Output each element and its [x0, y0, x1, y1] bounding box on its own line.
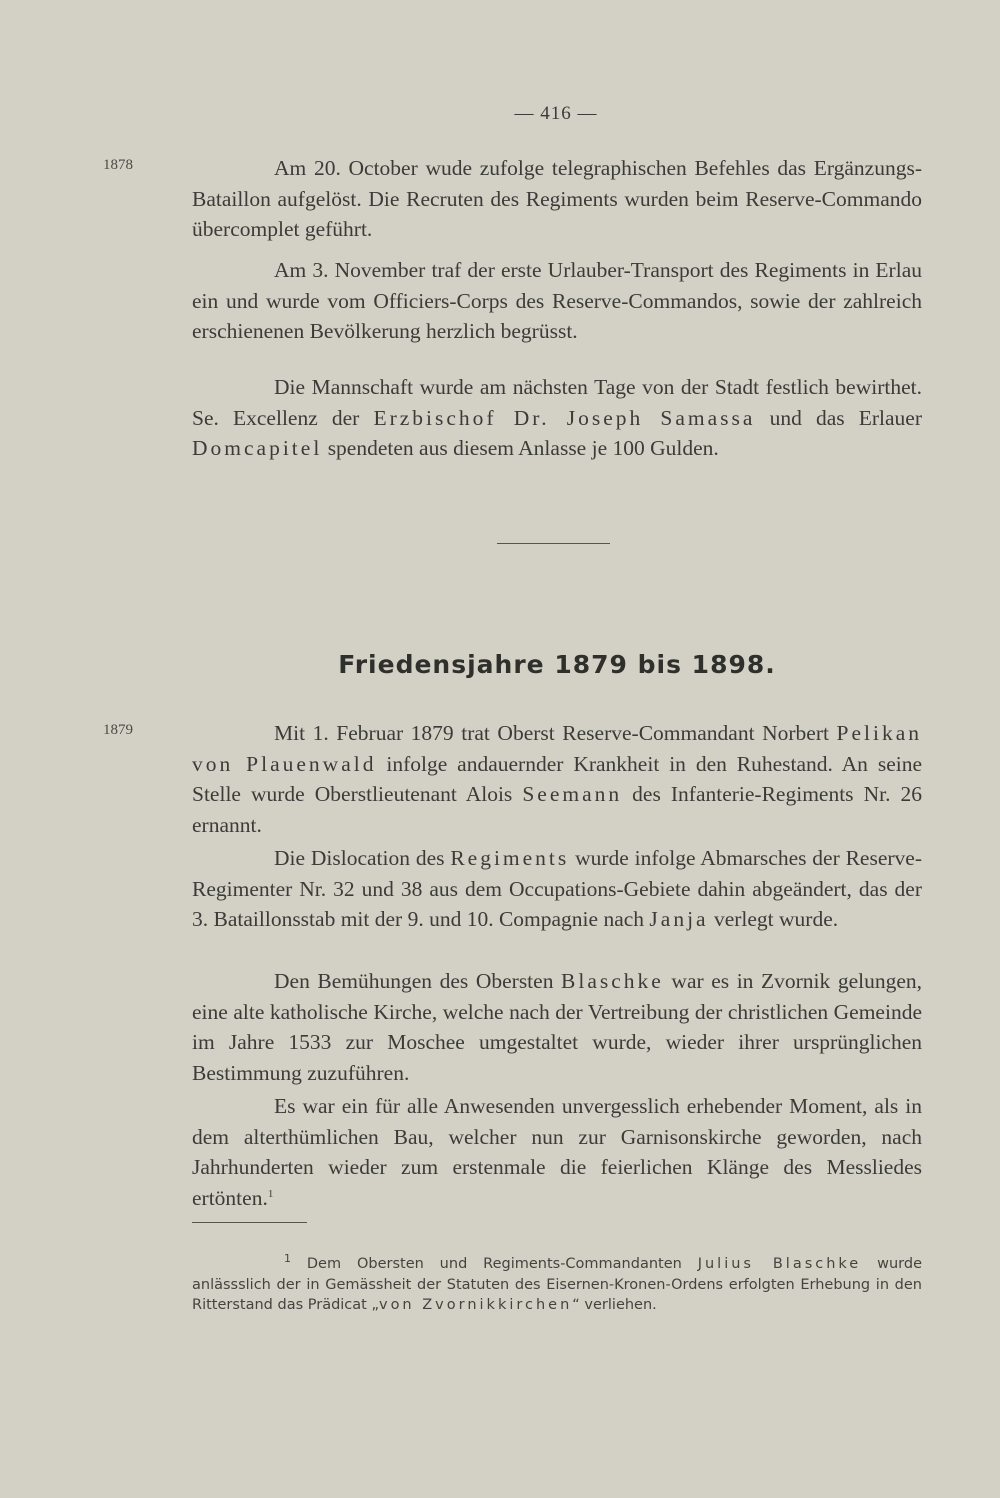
footnote-text: wurde anlässslich der in Gemässheit der Statuten des Eisernen-Kronen-Ordens erfolgten Erhebung in den Ritterstand das Prädicat „ [192, 1256, 922, 1313]
paragraph-text: Es war ein für alle Anwesenden unvergesslich erhebender Moment, als in dem alterthümlichen Bau, welcher nun zur Garnisonskirche geworden, nach Jahrhunderten wieder zum erstenmale die feierlichen Klänge des Messliedes ertönten. [192, 1094, 922, 1210]
paragraph-text: wurde infolge Abmarsches der Reserve-Regimenter Nr. 32 und 38 aus dem Occupations-Gebiete dahin abgeändert, das der 3. Bataillonsstab mit der 9. und 10. Compagnie nach [192, 846, 922, 931]
paragraph-november: Am 3. November traf der erste Urlauber-Transport des Regiments in Erlau ein und wurde vom Officiers-Corps des Reserve-Commandos, sowie der zahlreich erschienenen Bevölkerung herzlich begrüsst. [192, 258, 922, 343]
spaced-name: von Zvornikkirchen [378, 1297, 573, 1313]
footnote-text: Dem Obersten und Regiments-Commandanten [306, 1256, 698, 1272]
paragraph-text: Mit 1. Februar 1879 trat Oberst Reserve-Commandant Norbert [274, 721, 837, 745]
paragraph-text: Den Bemühungen des Obersten [274, 969, 562, 993]
spaced-name: Domcapitel [192, 436, 323, 460]
paragraph-festivity [192, 372, 922, 464]
paragraph-october: Am 20. October wude zufolge telegraphischen Befehles das Ergänzungs-Bataillon aufgelöst. Die Recruten des Regiments wurden beim Reserve-Commando übercomplet geführt. [192, 156, 922, 241]
footnote-divider [192, 1222, 307, 1223]
spaced-name: Janja [649, 907, 709, 931]
spaced-name: Seemann [522, 782, 623, 806]
spaced-name: Pelikan von Plauenwald [192, 721, 922, 776]
paragraph-text: Die Dislocation des [274, 846, 451, 870]
margin-year-1878: 1878 [103, 157, 133, 173]
paragraph-text: des Infanterie-Regiments Nr. 26 ernannt. [192, 782, 922, 837]
paragraph-text: infolge andauernder Krankheit in den Ruhestand. An seine Stelle wurde Oberstlieutenant Alois [192, 751, 922, 806]
spaced-name: Blaschke [561, 969, 664, 993]
footnote-text: “ verliehen. [572, 1297, 657, 1313]
paragraph-dislocation [192, 843, 922, 935]
footnote-marker: 1 [284, 1252, 291, 1266]
paragraph-moment [192, 1091, 922, 1213]
spaced-name: Erzbischof Dr. Joseph Samassa [373, 405, 756, 430]
section-divider [497, 543, 610, 544]
paragraph-church [192, 966, 922, 1088]
paragraph-text: Die Mannschaft wurde am nächsten Tage von der Stadt festlich bewirthet. Se. Excellenz der [192, 375, 922, 430]
footnote-reference: 1 [267, 1187, 274, 1200]
page-number: — 416 — [514, 103, 598, 124]
paragraph-pelikan [192, 718, 922, 840]
paragraph-text: verlegt wurde. [708, 907, 839, 931]
paragraph-text: spendeten aus diesem Anlasse je 100 Gulden. [322, 436, 719, 460]
spaced-name: Regiments [450, 846, 570, 870]
paragraph-text: war es in Zvornik gelungen, eine alte katholische Kirche, welche nach der Vertreibung der christlichen Gemeinde im Jahre 1533 zur Moschee umgestaltet wurde, wieder ihrer ursprünglichen Bestimmung zuzuführen. [192, 969, 923, 1085]
section-heading: Friedensjahre 1879 bis 1898. [338, 650, 776, 679]
footnote [192, 1254, 922, 1316]
paragraph-text: und das Erlauer [755, 405, 922, 430]
margin-year-1879: 1879 [103, 722, 133, 738]
spaced-name: Julius Blaschke [697, 1256, 862, 1272]
